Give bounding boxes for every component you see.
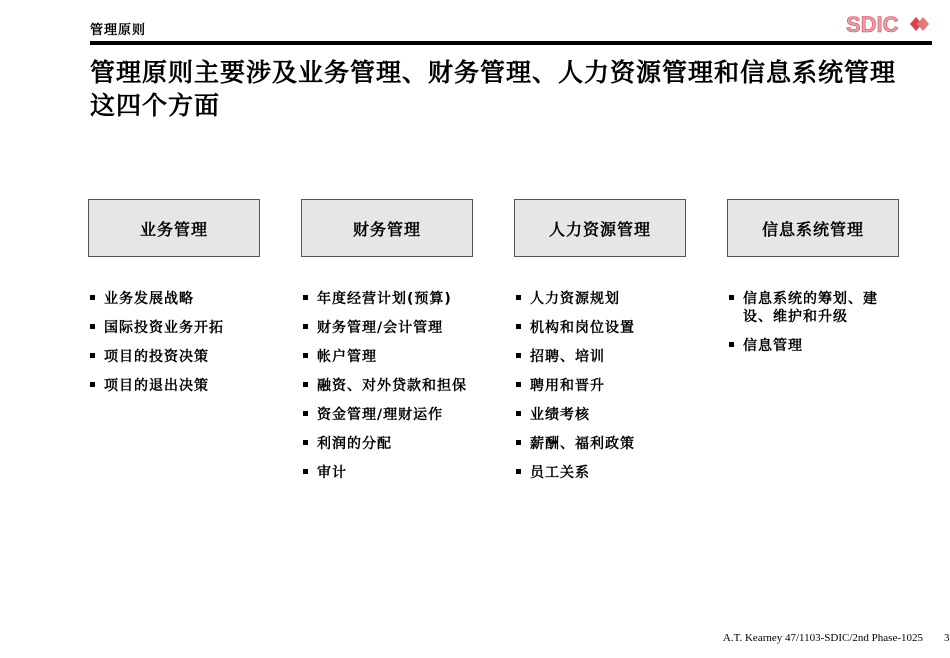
column-finance [301, 199, 473, 493]
list-item: 项目的投资决策 [88, 348, 260, 366]
column-business [88, 199, 260, 406]
column-title: 信息系统管理 [727, 199, 899, 257]
column-list [88, 290, 260, 395]
list-item: 融资、对外贷款和担保 [301, 377, 473, 395]
list-item: 招聘、培训 [514, 348, 686, 366]
section-label: 管理原则 [90, 23, 147, 38]
column-title: 财务管理 [301, 199, 473, 257]
list-item: 利润的分配 [301, 435, 473, 453]
sdic-logo [846, 12, 932, 36]
list-item: 项目的退出决策 [88, 377, 260, 395]
column-hr [514, 199, 686, 493]
footer-source: A.T. Kearney 47/1103-SDIC/2nd Phase-1025 [722, 632, 923, 644]
column-title: 业务管理 [88, 199, 260, 257]
column-title: 人力资源管理 [514, 199, 686, 257]
list-item: 业绩考核 [514, 406, 686, 424]
list-item: 人力资源规划 [514, 290, 686, 308]
page-number: 3 [944, 632, 950, 644]
column-list [514, 290, 686, 482]
header-rule [90, 41, 932, 45]
column-list [301, 290, 473, 482]
list-item: 聘用和晋升 [514, 377, 686, 395]
column-info-systems [727, 199, 899, 366]
page-title: 管理原则主要涉及业务管理、财务管理、人力资源管理和信息系统管理这四个方面 [90, 58, 897, 120]
list-item: 审计 [301, 464, 473, 482]
column-list [727, 290, 899, 355]
list-item: 员工关系 [514, 464, 686, 482]
list-item: 信息系统的筹划、建设、维护和升级 [727, 290, 899, 326]
diamond-icon [910, 17, 929, 31]
list-item: 业务发展战略 [88, 290, 260, 308]
list-item: 资金管理/理财运作 [301, 406, 473, 424]
list-item: 帐户管理 [301, 348, 473, 366]
list-item: 财务管理/会计管理 [301, 319, 473, 337]
list-item: 国际投资业务开拓 [88, 319, 260, 337]
list-item: 机构和岗位设置 [514, 319, 686, 337]
list-item: 信息管理 [727, 337, 899, 355]
list-item: 薪酬、福利政策 [514, 435, 686, 453]
svg-text:SDIC: SDIC [846, 12, 899, 36]
list-item: 年度经营计划(预算) [301, 290, 473, 308]
